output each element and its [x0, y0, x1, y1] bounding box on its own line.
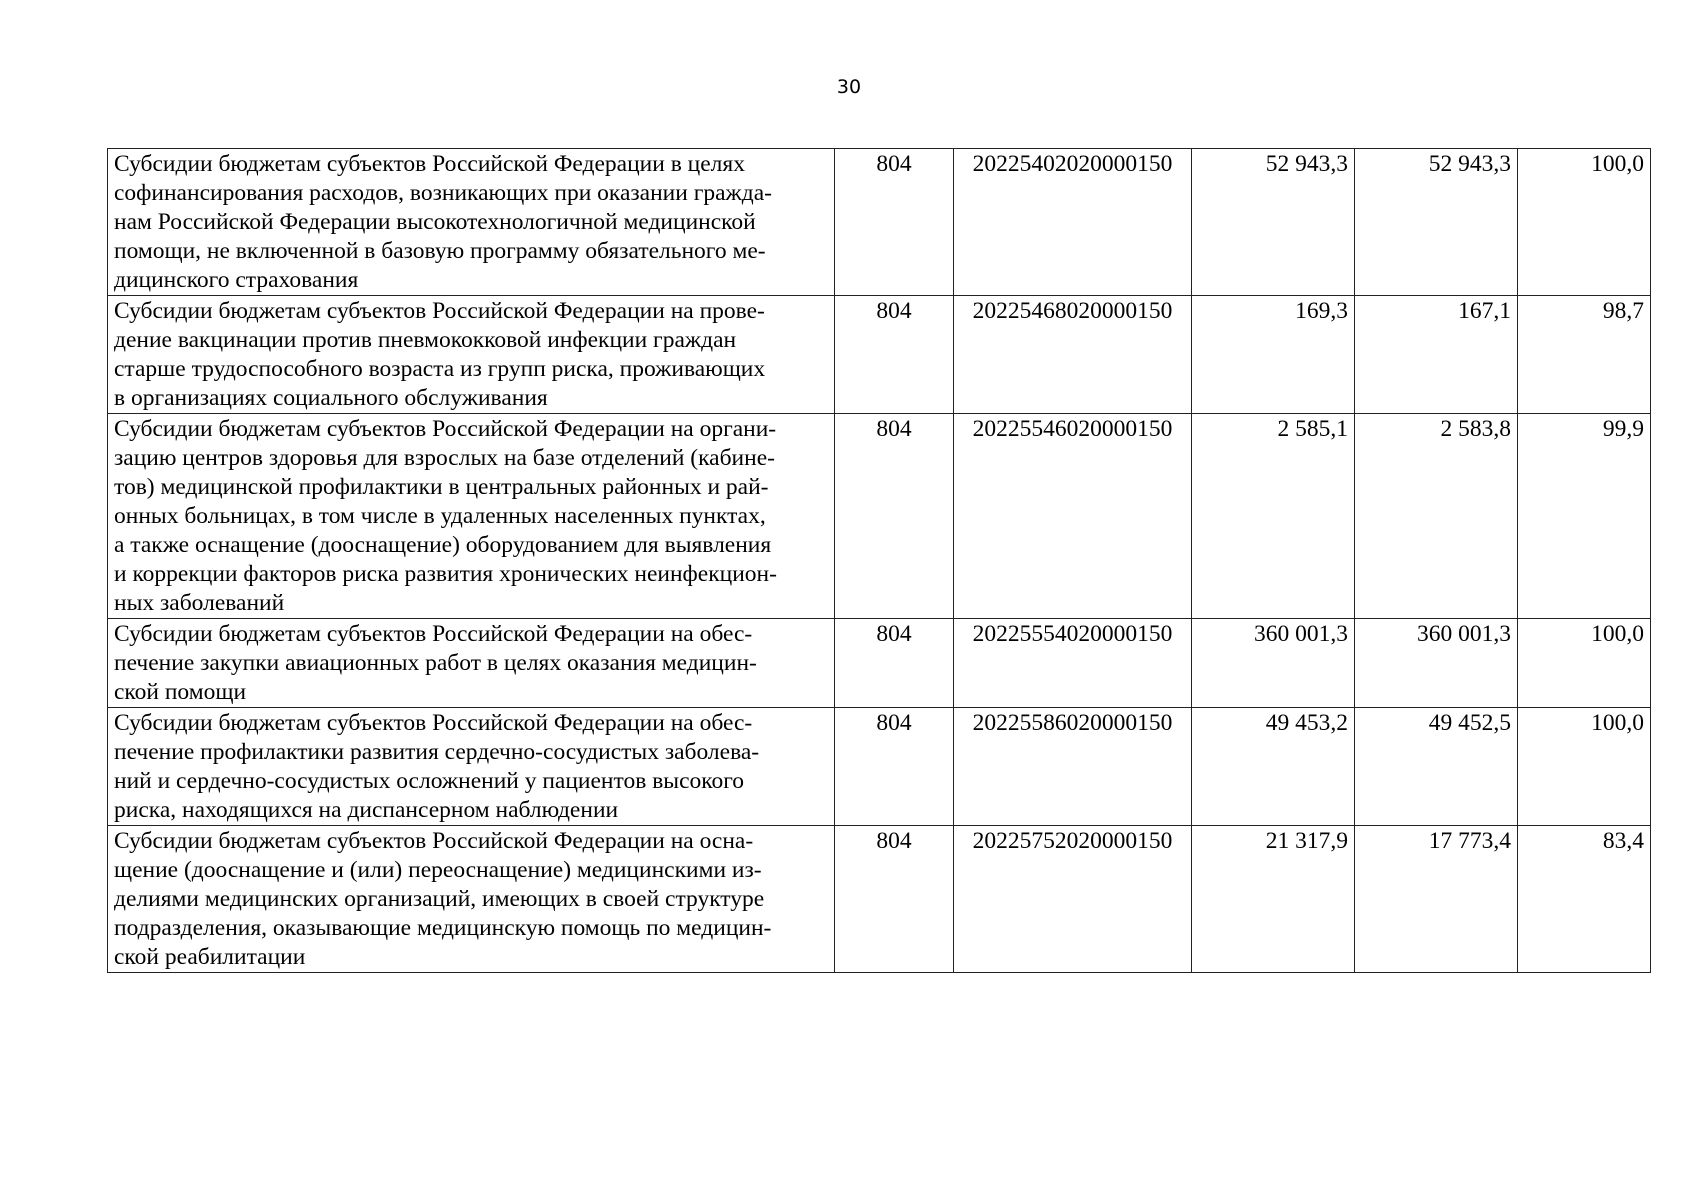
cell-actual: 360 001,3: [1355, 619, 1518, 708]
cell-planned: 169,3: [1192, 296, 1355, 414]
cell-name-line: в организациях социального обслуживания: [114, 385, 548, 411]
cell-name-line: Субсидии бюджетам субъектов Российской Федерации на осна-: [114, 828, 754, 854]
cell-name-line: Субсидии бюджетам субъектов Российской Федерации в целях: [114, 151, 745, 177]
cell-name-line: печение закупки авиационных работ в целях оказания медицин-: [114, 650, 757, 676]
cell-percent: 100,0: [1518, 149, 1651, 296]
cell-name-line: старше трудоспособного возраста из групп риска, проживающих: [114, 356, 766, 382]
cell-name-line: зацию центров здоровья для взрослых на базе отделений (кабине-: [114, 445, 775, 471]
cell-name-line: онных больницах, в том числе в удаленных населенных пунктах,: [114, 503, 766, 529]
cell-name-line: нам Российской Федерации высокотехнологичной медицинской: [114, 209, 756, 235]
cell-name-line: дицинского страхования: [114, 267, 359, 293]
cell-name-line: ний и сердечно-сосудистых осложнений у пациентов высокого: [114, 768, 745, 794]
cell-percent: 100,0: [1518, 619, 1651, 708]
cell-name-line: ской реабилитации: [114, 944, 306, 970]
cell-planned: 360 001,3: [1192, 619, 1355, 708]
cell-admin-code: 804: [835, 149, 954, 296]
cell-actual: 49 452,5: [1355, 708, 1518, 826]
cell-percent: 83,4: [1518, 826, 1651, 973]
cell-name-line: Субсидии бюджетам субъектов Российской Федерации на обес-: [114, 710, 753, 736]
cell-percent: 99,9: [1518, 414, 1651, 619]
table-row: [108, 296, 1651, 414]
cell-name-line: тов) медицинской профилактики в центральных районных и рай-: [114, 474, 769, 500]
cell-name-line: Субсидии бюджетам субъектов Российской Федерации на органи-: [114, 416, 777, 442]
cell-name-line: помощи, не включенной в базовую программу обязательного ме-: [114, 238, 766, 264]
cell-budget-code: 20225546020000150: [954, 414, 1192, 619]
cell-actual: 167,1: [1355, 296, 1518, 414]
cell-name: [108, 708, 835, 826]
table-row: [108, 708, 1651, 826]
table-row: [108, 149, 1651, 296]
cell-name-line: делиями медицинских организаций, имеющих в своей структуре: [114, 886, 765, 912]
cell-name: [108, 149, 835, 296]
cell-actual: 52 943,3: [1355, 149, 1518, 296]
cell-budget-code: 20225402020000150: [954, 149, 1192, 296]
cell-budget-code: 20225586020000150: [954, 708, 1192, 826]
cell-budget-code: 20225752020000150: [954, 826, 1192, 973]
cell-name-line: и коррекции факторов риска развития хронических неинфекцион-: [114, 561, 777, 587]
cell-budget-code: 20225554020000150: [954, 619, 1192, 708]
page-number: 30: [836, 76, 862, 98]
cell-admin-code: 804: [835, 708, 954, 826]
cell-admin-code: 804: [835, 296, 954, 414]
cell-actual: 17 773,4: [1355, 826, 1518, 973]
cell-name-line: ской помощи: [114, 679, 247, 705]
cell-name-line: дение вакцинации против пневмококковой инфекции граждан: [114, 327, 737, 353]
cell-planned: 49 453,2: [1192, 708, 1355, 826]
budget-table: [107, 148, 1651, 973]
cell-name: [108, 826, 835, 973]
cell-percent: 98,7: [1518, 296, 1651, 414]
cell-name-line: риска, находящихся на диспансерном наблюдении: [114, 797, 619, 823]
cell-name-line: ных заболеваний: [114, 590, 285, 616]
cell-name: [108, 414, 835, 619]
cell-admin-code: 804: [835, 619, 954, 708]
cell-name: [108, 296, 835, 414]
table-row: [108, 414, 1651, 619]
cell-name-line: а также оснащение (дооснащение) оборудованием для выявления: [114, 532, 772, 558]
cell-name-line: софинансирования расходов, возникающих при оказании гражда-: [114, 180, 772, 206]
cell-name-line: щение (дооснащение и (или) переоснащение) медицинскими из-: [114, 857, 762, 883]
cell-planned: 21 317,9: [1192, 826, 1355, 973]
cell-planned: 2 585,1: [1192, 414, 1355, 619]
cell-name: [108, 619, 835, 708]
cell-budget-code: 20225468020000150: [954, 296, 1192, 414]
table-row: [108, 826, 1651, 973]
cell-admin-code: 804: [835, 826, 954, 973]
cell-actual: 2 583,8: [1355, 414, 1518, 619]
cell-admin-code: 804: [835, 414, 954, 619]
cell-name-line: Субсидии бюджетам субъектов Российской Федерации на обес-: [114, 621, 753, 647]
cell-percent: 100,0: [1518, 708, 1651, 826]
cell-name-line: печение профилактики развития сердечно-сосудистых заболева-: [114, 739, 760, 765]
cell-planned: 52 943,3: [1192, 149, 1355, 296]
budget-table-body: [108, 149, 1651, 973]
table-row: [108, 619, 1651, 708]
cell-name-line: Субсидии бюджетам субъектов Российской Федерации на прове-: [114, 298, 765, 324]
cell-name-line: подразделения, оказывающие медицинскую помощь по медицин-: [114, 915, 772, 941]
